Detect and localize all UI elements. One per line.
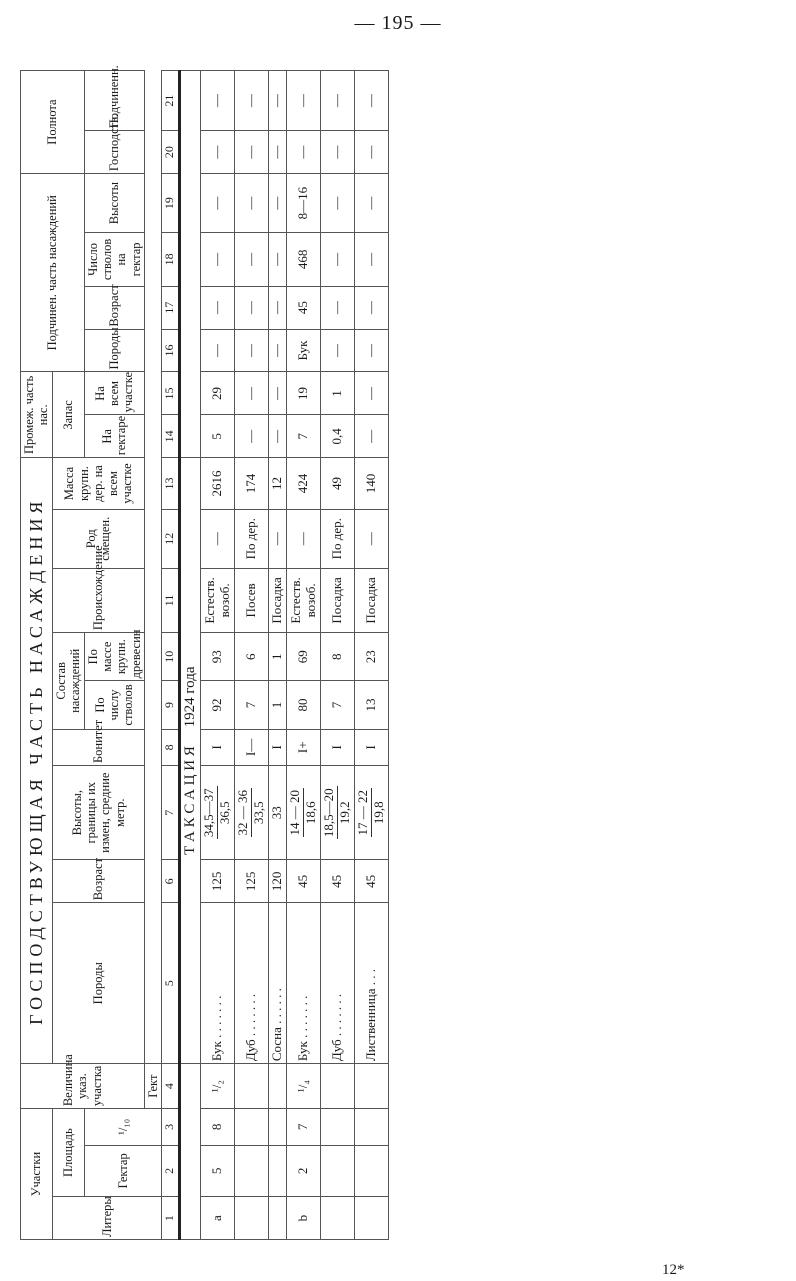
cell-p-vysoty: — bbox=[201, 174, 235, 233]
rotated-table-container bbox=[20, 65, 770, 1240]
cell-pol-g: — bbox=[201, 131, 235, 174]
cell-vozrast: 125 bbox=[235, 860, 269, 903]
cell-p-chislo: — bbox=[201, 233, 235, 287]
cell-vozrast: 45 bbox=[354, 860, 388, 903]
col-number: 8 bbox=[162, 729, 180, 765]
page-number: — 195 — bbox=[354, 12, 442, 34]
cell-poroda: Бук . . . . . . . bbox=[201, 903, 235, 1064]
cell-proiskh: Посадка bbox=[269, 568, 287, 632]
cell-gektar: 5 bbox=[201, 1145, 235, 1196]
cell-velich bbox=[320, 1064, 354, 1109]
taxation-table bbox=[20, 65, 389, 1240]
cell-bonitet: I bbox=[320, 729, 354, 765]
cell-po-chislu: 7 bbox=[235, 681, 269, 729]
cell-velich: ¹/₂ bbox=[201, 1064, 235, 1109]
cell-poroda: Сосна . . . . . . bbox=[269, 903, 287, 1064]
cell-zapas-vse: — bbox=[235, 372, 269, 415]
table-row bbox=[320, 71, 354, 1240]
header-po-chislu: По числу стволов bbox=[84, 681, 145, 729]
cell-pol-p: — bbox=[235, 71, 269, 131]
cell-p-vozrast: 45 bbox=[287, 286, 321, 329]
header-gospodstv: Господств. bbox=[84, 131, 145, 174]
cell-desyat bbox=[354, 1109, 388, 1145]
cell-massa: 49 bbox=[320, 458, 354, 510]
cell-pol-p: — bbox=[354, 71, 388, 131]
col-number: 20 bbox=[162, 131, 180, 174]
taxation-band bbox=[180, 458, 201, 1064]
cell-pol-g: — bbox=[235, 131, 269, 174]
cell-p-vozrast: — bbox=[354, 286, 388, 329]
col-number: 2 bbox=[162, 1145, 180, 1196]
cell-poroda: Бук . . . . . . . bbox=[287, 903, 321, 1064]
cell-p-poroda: Бук bbox=[287, 329, 321, 372]
cell-p-chislo: 468 bbox=[287, 233, 321, 287]
col-number: 7 bbox=[162, 766, 180, 860]
col-number: 19 bbox=[162, 174, 180, 233]
cell-p-poroda: — bbox=[269, 329, 287, 372]
header-podchin: Подчинен. часть насаждений bbox=[21, 174, 85, 372]
cell-vozrast: 45 bbox=[320, 860, 354, 903]
cell-proiskh: Посадка bbox=[320, 568, 354, 632]
cell-p-vysoty: — bbox=[320, 174, 354, 233]
header-na-vsem: На всем участке bbox=[84, 372, 145, 415]
cell-p-chislo: — bbox=[354, 233, 388, 287]
col-number: 9 bbox=[162, 681, 180, 729]
header-gekt: Гект bbox=[145, 1064, 162, 1109]
cell-poroda: Дуб . . . . . . . bbox=[320, 903, 354, 1064]
cell-litera bbox=[269, 1197, 287, 1240]
cell-pol-g: — bbox=[320, 131, 354, 174]
cell-po-chislu: 13 bbox=[354, 681, 388, 729]
cell-litera: a bbox=[201, 1197, 235, 1240]
cell-desyat bbox=[320, 1109, 354, 1145]
cell-zapas-vse: 19 bbox=[287, 372, 321, 415]
cell-vysoty: 14 — 20 18,6 bbox=[287, 766, 321, 860]
cell-velich bbox=[269, 1064, 287, 1109]
cell-p-vozrast: — bbox=[201, 286, 235, 329]
cell-rod: — bbox=[201, 509, 235, 568]
cell-pol-g: — bbox=[354, 131, 388, 174]
cell-p-vysoty: — bbox=[354, 174, 388, 233]
cell-vozrast: 120 bbox=[269, 860, 287, 903]
header-vozrast2: Возраст bbox=[84, 286, 145, 329]
header-gospod: ГОСПОДСТВУЮЩАЯ ЧАСТЬ НАСАЖДЕНИЯ bbox=[21, 458, 53, 1064]
cell-vozrast: 125 bbox=[201, 860, 235, 903]
cell-rod: — bbox=[287, 509, 321, 568]
cell-pol-p: — bbox=[320, 71, 354, 131]
header-sostav: Состав насаждений bbox=[52, 633, 84, 730]
cell-litera: b bbox=[287, 1197, 321, 1240]
cell-po-masse: 69 bbox=[287, 633, 321, 681]
cell-zapas-vse: 29 bbox=[201, 372, 235, 415]
cell-pol-p: — bbox=[269, 71, 287, 131]
header-porody: Породы bbox=[52, 903, 144, 1064]
cell-rod: — bbox=[269, 509, 287, 568]
cell-bonitet: I bbox=[269, 729, 287, 765]
cell-po-chislu: 80 bbox=[287, 681, 321, 729]
cell-zapas-vse: — bbox=[269, 372, 287, 415]
cell-pol-g: — bbox=[269, 131, 287, 174]
cell-p-chislo: — bbox=[320, 233, 354, 287]
cell-proiskh: Посадка bbox=[354, 568, 388, 632]
cell-vysoty: 33 bbox=[269, 766, 287, 860]
cell-rod: По дер. bbox=[320, 509, 354, 568]
cell-gektar: 2 bbox=[287, 1145, 321, 1196]
cell-velich: ¹/₄ bbox=[287, 1064, 321, 1109]
cell-litera bbox=[235, 1197, 269, 1240]
col-number: 18 bbox=[162, 233, 180, 287]
col-number: 5 bbox=[162, 903, 180, 1064]
cell-zapas-ga: — bbox=[235, 415, 269, 458]
table-row bbox=[287, 71, 321, 1240]
header-massa: Масса крупн. дер. на всем участке bbox=[52, 458, 144, 510]
cell-po-chislu: 7 bbox=[320, 681, 354, 729]
col-number: 16 bbox=[162, 329, 180, 372]
header-ploshchad: Площадь bbox=[52, 1109, 84, 1197]
cell-pol-g: — bbox=[287, 131, 321, 174]
cell-proiskh: Естеств. возоб. bbox=[287, 568, 321, 632]
cell-p-poroda: — bbox=[201, 329, 235, 372]
header-litery: Литеры bbox=[52, 1197, 162, 1240]
header-chislo: Число стволов на гектар bbox=[84, 233, 145, 287]
col-number: 13 bbox=[162, 458, 180, 510]
header-polnota: Полнота bbox=[21, 71, 85, 174]
cell-p-vozrast: — bbox=[235, 286, 269, 329]
cell-p-chislo: — bbox=[235, 233, 269, 287]
cell-desyat: 7 bbox=[287, 1109, 321, 1145]
cell-po-masse: 1 bbox=[269, 633, 287, 681]
cell-po-chislu: 1 bbox=[269, 681, 287, 729]
cell-massa: 12 bbox=[269, 458, 287, 510]
cell-poroda: Лиственница . . . bbox=[354, 903, 388, 1064]
header-vysoty2: Высоты bbox=[84, 174, 145, 233]
cell-litera bbox=[320, 1197, 354, 1240]
header-promezh: Промеж. часть нас. bbox=[21, 372, 53, 458]
cell-zapas-ga: — bbox=[269, 415, 287, 458]
cell-velich bbox=[354, 1064, 388, 1109]
header-proiskh: Происхождение bbox=[52, 568, 144, 632]
table-row bbox=[354, 71, 388, 1240]
cell-proiskh: Естеств. возоб. bbox=[201, 568, 235, 632]
cell-gektar bbox=[235, 1145, 269, 1196]
header-gektar: Гектар bbox=[84, 1145, 162, 1196]
header-vysoty: Высоты, границы их измен, средние метр. bbox=[52, 766, 144, 860]
cell-gektar bbox=[320, 1145, 354, 1196]
header-velichina: Величина указ. участка bbox=[21, 1064, 145, 1109]
cell-massa: 174 bbox=[235, 458, 269, 510]
cell-gektar bbox=[269, 1145, 287, 1196]
cell-desyat: 8 bbox=[201, 1109, 235, 1145]
col-number: 3 bbox=[162, 1109, 180, 1145]
header-bonitet: Бонитет bbox=[52, 729, 144, 765]
cell-vozrast: 45 bbox=[287, 860, 321, 903]
cell-massa: 424 bbox=[287, 458, 321, 510]
cell-vysoty: 32 — 36 33,5 bbox=[235, 766, 269, 860]
cell-po-masse: 93 bbox=[201, 633, 235, 681]
cell-po-masse: 8 bbox=[320, 633, 354, 681]
cell-rod: — bbox=[354, 509, 388, 568]
header-desyatye: ¹/₁₀ bbox=[84, 1109, 162, 1145]
cell-bonitet: I— bbox=[235, 729, 269, 765]
cell-p-poroda: — bbox=[354, 329, 388, 372]
cell-poroda: Дуб . . . . . . . bbox=[235, 903, 269, 1064]
cell-bonitet: I bbox=[201, 729, 235, 765]
cell-po-chislu: 92 bbox=[201, 681, 235, 729]
col-number: 6 bbox=[162, 860, 180, 903]
header-po-masse: По массе крупн. древесин bbox=[84, 633, 145, 681]
col-number: 15 bbox=[162, 372, 180, 415]
header-vozrast: Возраст bbox=[52, 860, 144, 903]
cell-pol-p: — bbox=[201, 71, 235, 131]
cell-vysoty: 17 — 22 19,8 bbox=[354, 766, 388, 860]
cell-zapas-vse: 1 bbox=[320, 372, 354, 415]
cell-po-masse: 6 bbox=[235, 633, 269, 681]
table-row bbox=[235, 71, 269, 1240]
cell-zapas-ga: — bbox=[354, 415, 388, 458]
cell-zapas-ga: 7 bbox=[287, 415, 321, 458]
band-year: 1924 года bbox=[182, 666, 199, 728]
cell-p-vysoty: — bbox=[269, 174, 287, 233]
cell-bonitet: I bbox=[354, 729, 388, 765]
cell-gektar bbox=[354, 1145, 388, 1196]
cell-pol-p: — bbox=[287, 71, 321, 131]
cell-p-poroda: — bbox=[235, 329, 269, 372]
cell-p-chislo: — bbox=[269, 233, 287, 287]
cell-zapas-ga: 0,4 bbox=[320, 415, 354, 458]
col-number: 4 bbox=[162, 1064, 180, 1109]
cell-desyat bbox=[269, 1109, 287, 1145]
cell-vysoty: 34,5—37 36,5 bbox=[201, 766, 235, 860]
cell-proiskh: Посев bbox=[235, 568, 269, 632]
header-zapas: Запас bbox=[52, 372, 84, 458]
table-row bbox=[201, 71, 235, 1240]
footer-mark: 12* bbox=[662, 1262, 685, 1278]
col-number: 1 bbox=[162, 1197, 180, 1240]
cell-bonitet: I+ bbox=[287, 729, 321, 765]
header-rod: Род смещен. bbox=[52, 509, 144, 568]
cell-zapas-vse: — bbox=[354, 372, 388, 415]
cell-rod: По дер. bbox=[235, 509, 269, 568]
cell-p-vysoty: 8—16 bbox=[287, 174, 321, 233]
header-na-gektare: На гектаре bbox=[84, 415, 145, 458]
header-podchinenn: Подчиненн. bbox=[84, 71, 145, 131]
cell-p-vozrast: — bbox=[269, 286, 287, 329]
cell-vysoty: 18,5—20 19,2 bbox=[320, 766, 354, 860]
header-porody2: Породы bbox=[84, 329, 145, 372]
cell-litera bbox=[354, 1197, 388, 1240]
col-number: 12 bbox=[162, 509, 180, 568]
header-uchastki: Участки bbox=[21, 1109, 53, 1240]
cell-massa: 2616 bbox=[201, 458, 235, 510]
cell-zapas-ga: 5 bbox=[201, 415, 235, 458]
cell-p-vozrast: — bbox=[320, 286, 354, 329]
cell-p-poroda: — bbox=[320, 329, 354, 372]
cell-massa: 140 bbox=[354, 458, 388, 510]
band-title: Т А К С А Ц И Я bbox=[182, 746, 199, 855]
taxation-band-row bbox=[180, 71, 201, 1240]
cell-po-masse: 23 bbox=[354, 633, 388, 681]
col-number: 11 bbox=[162, 568, 180, 632]
col-number: 17 bbox=[162, 286, 180, 329]
cell-velich bbox=[235, 1064, 269, 1109]
table-row bbox=[269, 71, 287, 1240]
col-number: 21 bbox=[162, 71, 180, 131]
col-number: 14 bbox=[162, 415, 180, 458]
cell-p-vysoty: — bbox=[235, 174, 269, 233]
cell-desyat bbox=[235, 1109, 269, 1145]
col-number: 10 bbox=[162, 633, 180, 681]
